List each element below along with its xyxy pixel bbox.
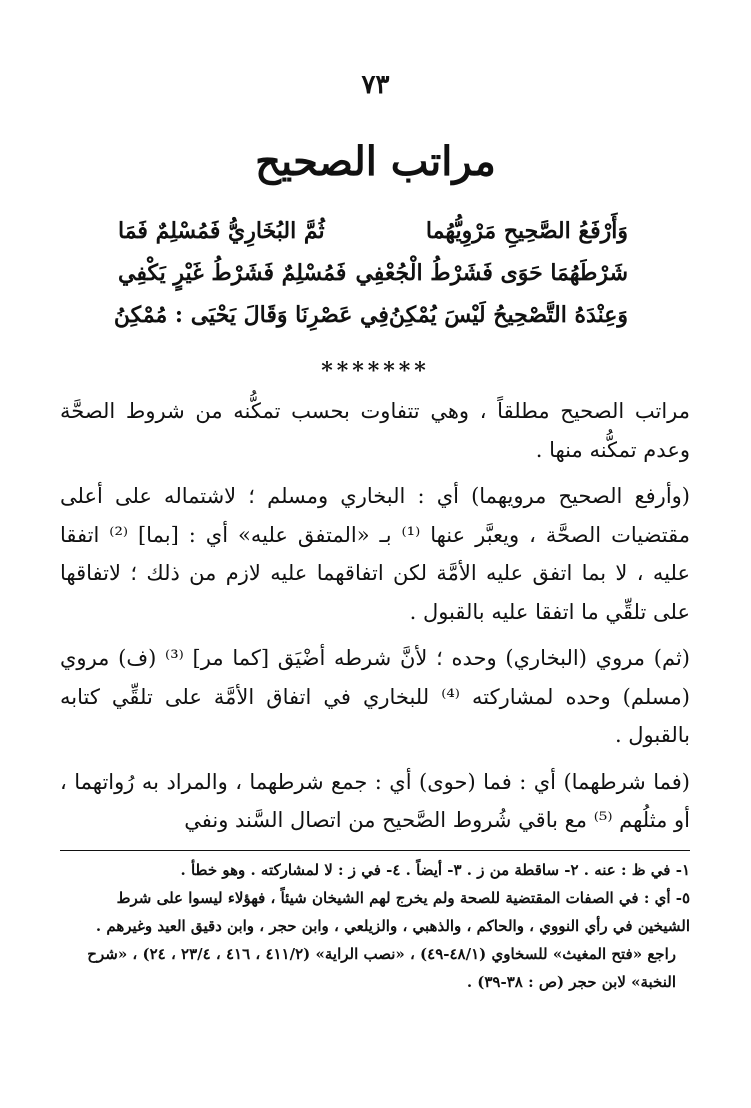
- chapter-title: مراتب الصحيح: [255, 138, 496, 185]
- section-separator: *******: [321, 358, 430, 384]
- body-paragraph: (ثم) مروي (البخاري) وحده ؛ لأنَّ شرطه أضْيَق [كما مر] ⁽³⁾ (ف) مروي (مسلم) وحده لمشاركته ⁽⁴⁾ للبخاري في اتفاق الأمَّة على تلقِّي كتابه بالقبول .: [60, 646, 691, 747]
- body-paragraph: مراتب الصحيح مطلقاً ، وهي تتفاوت بحسب تمكُّنه من شروط الصحَّة وعدم تمكُّنه منها .: [60, 399, 690, 462]
- verse-first-hemistich: وَعِنْدَهُ التَّصْحِيحُ لَيْسَ يُمْكِنُ: [388, 302, 628, 328]
- verse-second-hemistich: ثُمَّ البُخَارِيُّ فَمُسْلِمٌ فَمَا: [118, 218, 325, 244]
- body-paragraph: (وأرفع الصحيح مرويهما) أي : البخاري ومسلم ؛ لاشتماله على أعلى مقتضيات الصحَّة ، ويعبَّر عنها ⁽¹⁾ بـ «المتفق عليه» أي : [بما] ⁽²⁾ اتفقا عليه ، لا بما اتفق عليه الأمَّة لكن اتفاقهما عليه لازم من ذلك ؛ لاتفاقها على تلقِّي ما اتفقا عليه بالقبول .: [60, 484, 690, 624]
- footnote-line: ٥- أي : في الصفات المقتضية للصحة ولم يخرج لهم الشيخان شيئاً ، فهؤلاء ليسوا على شرط الشيخين في رأي النووي ، والحاكم ، والذهبي ، والزيلعي ، وابن حجر ، وابن دقيق العيد وغيرهم .: [95, 889, 690, 935]
- footnote-line: ١- في ظ : عنه . ٢- ساقطة من ز . ٣- أيضاً . ٤- في ز : لا لمشاركته . وهو خطأ .: [180, 861, 690, 879]
- body-paragraph: (فما شرطهما) أي : فما (حوى) أي : جمع شرطهما ، والمراد به رُواتهما ، أو مثلُهم ⁽⁵⁾ مع باقي شُروط الصَّحيح من اتصال السَّند ونفي: [60, 769, 690, 832]
- footnote-reference: راجع «فتح المغيث» للسخاوي (٤٨/١-٤٩) ، «نصب الراية» (٤١١/٢ ، ٤١٦ ، ٢٣/٤ ، ٢٤) ، «شرح النخبة» لابن حجر (ص : ٣٨-٣٩) .: [87, 945, 676, 991]
- poem-verse: [118, 260, 628, 302]
- verse-first-hemistich: شَرْطَهُمَا حَوَى فَشَرْطُ الْجُعْفِي: [355, 260, 628, 286]
- poem-block: [113, 218, 628, 344]
- poem-verse: [118, 218, 628, 260]
- footnote-divider: [60, 850, 690, 851]
- commentary-text: [60, 392, 690, 848]
- footnotes: [60, 856, 690, 996]
- verse-second-hemistich: فَمُسْلِمٌ فَشَرْطُ غَيْرٍ يَكْفِي: [118, 260, 347, 286]
- verse-second-hemistich: فِي عَصْرِنَا وَقَالَ يَحْيَى : مُمْكِنُ: [113, 302, 389, 328]
- verse-first-hemistich: وَأَرْفَعُ الصَّحِيحِ مَرْوِيُّهُما: [425, 218, 628, 244]
- page-number: ٧٣: [361, 70, 390, 100]
- poem-verse: [113, 302, 628, 344]
